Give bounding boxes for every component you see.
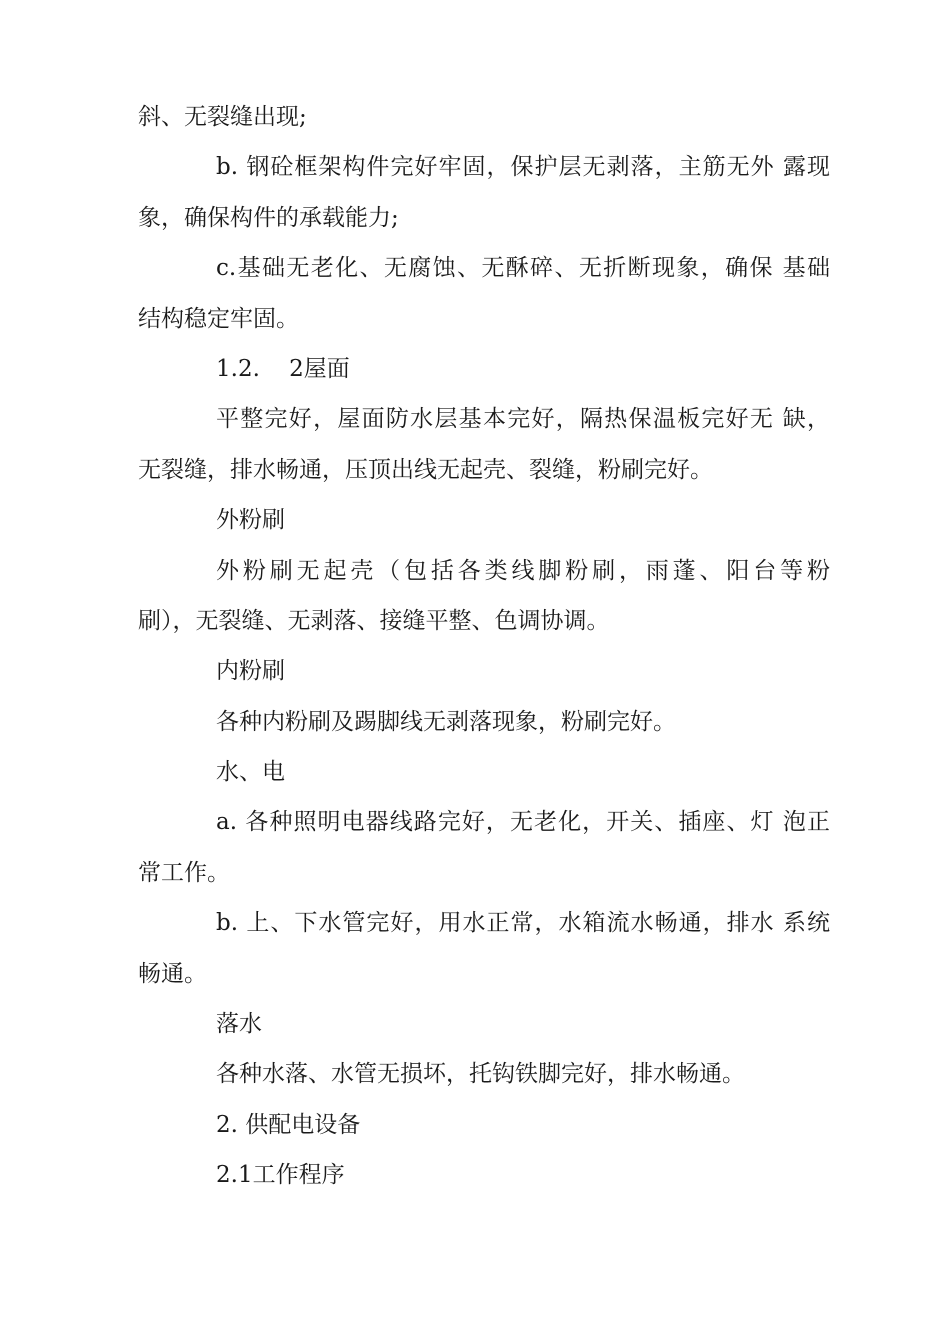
text-line-20: 各种水落、水管无损坏，托钩铁脚完好，排水畅通。	[216, 1061, 745, 1088]
text-line-11: 刷），无裂缝、无剥落、接缝平整、色调协调。	[138, 607, 610, 634]
text-line-15: a. 各种照明电器线路完好，无老化，开关、插座、灯 泡正	[216, 809, 830, 836]
section-heading-interior-plaster: 内粉刷	[216, 658, 285, 685]
text-line-8: 无裂缝，排水畅通，压顶出线无起壳、裂缝，粉刷完好。	[138, 456, 713, 483]
section-heading-water-electric: 水、电	[216, 759, 285, 786]
text-line-16: 常工作。	[138, 859, 230, 886]
section-heading-work-procedure: 2.1工作程序	[216, 1162, 345, 1189]
section-heading-power-supply: 2. 供配电设备	[216, 1111, 361, 1138]
text-line-4: c.基础无老化、无腐蚀、无酥碎、无折断现象，确保 基础	[216, 255, 830, 282]
text-line-2: b. 钢砼框架构件完好牢固，保护层无剥落，主筋无外 露现	[216, 154, 830, 181]
text-line-3: 象，确保构件的承载能力;	[138, 204, 399, 231]
text-line-17: b. 上、下水管完好，用水正常，水箱流水畅通，排水 系统	[216, 910, 830, 937]
section-heading-exterior-plaster: 外粉刷	[216, 507, 285, 534]
text-line-18: 畅通。	[138, 960, 207, 987]
text-line-13: 各种内粉刷及踢脚线无剥落现象，粉刷完好。	[216, 708, 676, 735]
section-heading-drainage: 落水	[216, 1011, 262, 1038]
document-page	[138, 92, 830, 1201]
text-line-5: 结构稳定牢固。	[138, 305, 299, 332]
text-line-1: 斜、无裂缝出现;	[138, 104, 307, 130]
text-line-10: 外粉刷无起壳（包括各类线脚粉刷，雨蓬、阳台等粉	[216, 557, 830, 584]
text-line-7: 平整完好，屋面防水层基本完好，隔热保温板完好无 缺，	[216, 406, 830, 433]
section-heading-roof: 1.2. 2屋面	[216, 355, 350, 382]
